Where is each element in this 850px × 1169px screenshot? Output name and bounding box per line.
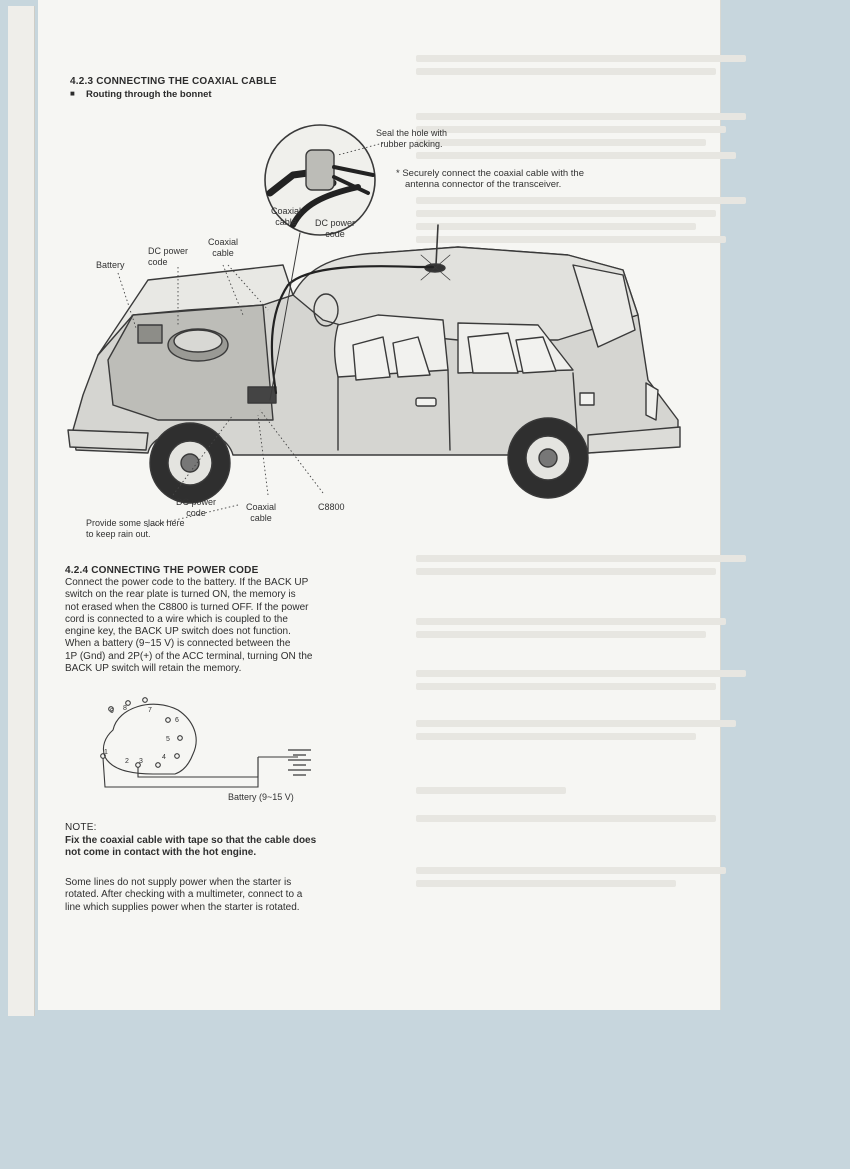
page-edge xyxy=(20,6,35,1016)
acc-connector-diagram xyxy=(93,692,333,807)
front-bumper xyxy=(68,430,148,450)
document-page xyxy=(38,0,720,1010)
battery-symbol xyxy=(288,750,311,775)
label-dc-power-code-top: DC power code xyxy=(148,246,189,267)
note-title: NOTE: xyxy=(65,822,97,833)
subheading-routing: Routing through the bonnet xyxy=(86,89,212,100)
label-dc-power-code-bottom: DC power code xyxy=(176,497,217,518)
pin-label: 6 xyxy=(175,717,179,724)
car-installation-diagram xyxy=(38,115,720,545)
section-heading-4-2-4: 4.2.4 CONNECTING THE POWER CODE xyxy=(65,565,259,576)
pin-label: 4 xyxy=(162,754,166,761)
side-window-front xyxy=(335,315,448,377)
note-secure-coaxial: * Securely connect the coaxial cable with the antenna connector of the transceiver. xyxy=(396,168,584,190)
label-c8800: C8800 xyxy=(318,502,345,512)
pin-label: 1 xyxy=(104,749,108,756)
label-coaxial-cable-bottom: Coaxial cable xyxy=(246,502,277,523)
note-bold-text: Fix the coaxial cable with tape so that the cable does not come in contact with the hot engine. xyxy=(65,835,317,859)
section-4-2-4-body: Connect the power code to the battery. If the BACK UP switch on the rear plate is turned ON, the memory is not erased when the C8800 is turned OFF. If the power cord is connected to a wire which is coupled to the engine key, the BACK UP switch does not function. When a battery (9~15 V) is connected between the 1P (Gnd) and 2P(+) of the ACC terminal, turning ON the BACK UP switch will retain the memory. xyxy=(65,577,313,675)
pin-label: 3 xyxy=(139,758,143,765)
bullet-square: ■ xyxy=(70,89,75,98)
label-battery-voltage: Battery (9~15 V) xyxy=(228,792,294,802)
pin-label: 7 xyxy=(148,707,152,714)
label-battery: Battery xyxy=(96,260,125,270)
section-heading-4-2-3: 4.2.3 CONNECTING THE COAXIAL CABLE xyxy=(70,76,277,87)
label-provide-slack: Provide some slack here to keep rain out. xyxy=(86,518,185,539)
rear-wheel xyxy=(508,418,588,498)
note-body-text: Some lines do not supply power when the starter is rotated. After checking with a multimeter, connect to a line which supplies power when the starter is rotated. xyxy=(65,877,303,913)
pin-label: 2 xyxy=(125,758,129,765)
inset-label-dc-power-code: DC power code xyxy=(315,218,356,239)
door-handle xyxy=(416,398,436,406)
pin-label: 9 xyxy=(110,708,114,715)
inset-label-coaxial-cable: Coaxial cable xyxy=(271,206,302,227)
pin-label: 8 xyxy=(123,705,127,712)
fuel-cap xyxy=(580,393,594,405)
label-seal-hole: Seal the hole with rubber packing. xyxy=(376,128,448,149)
front-wheel xyxy=(150,423,230,503)
pin-label: 5 xyxy=(166,736,170,743)
label-coaxial-cable-top: Coaxial cable xyxy=(208,237,239,258)
